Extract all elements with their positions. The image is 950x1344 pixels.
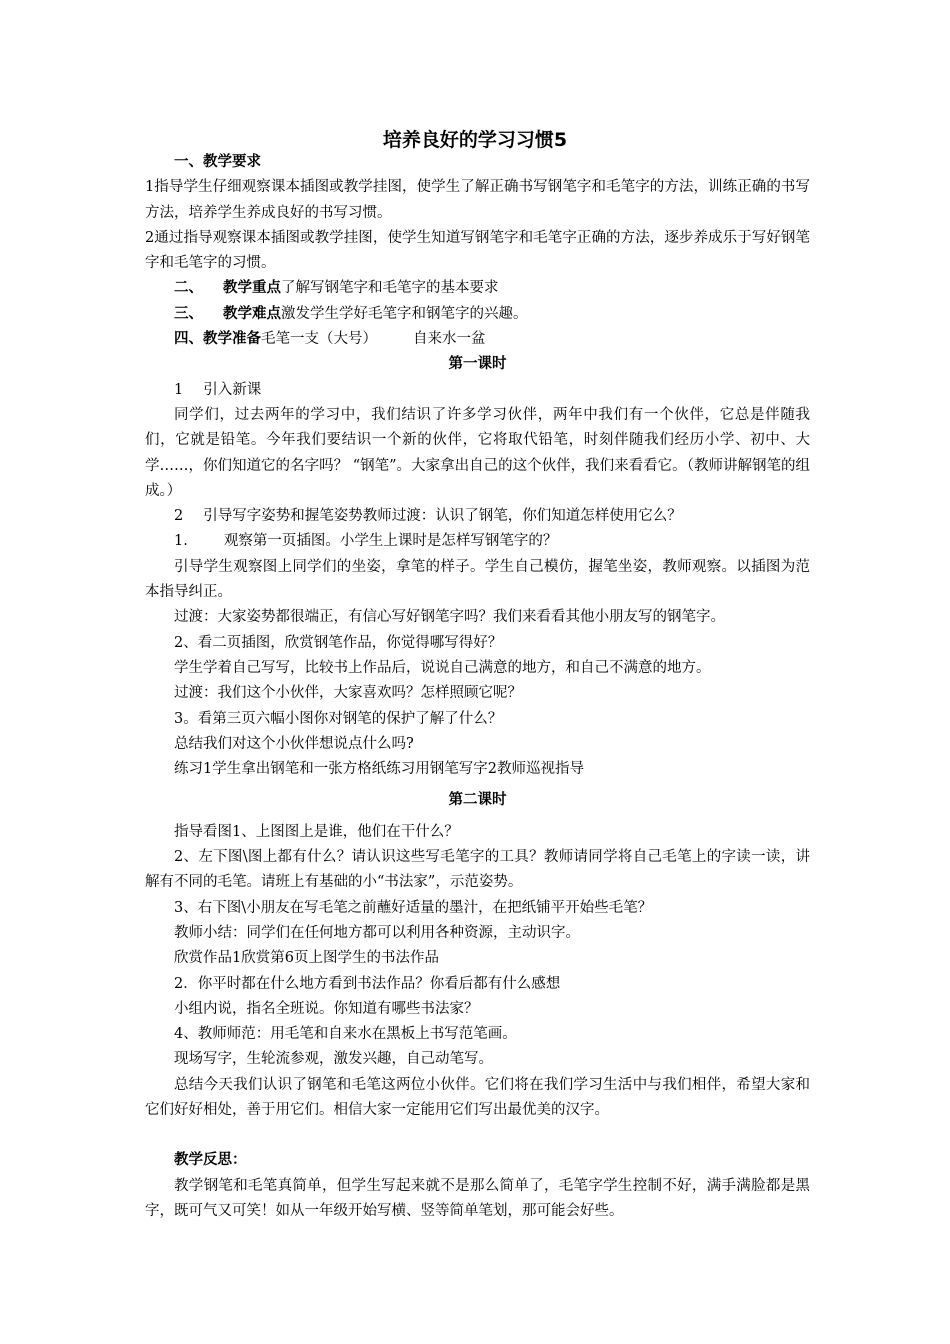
lesson1-paragraph-11: 练习1学生拿出钢笔和一张方格纸练习用钢笔写字2教师巡视指导 (174, 761, 584, 778)
lesson2-paragraph-9: 现场写字，生轮流参观，激发兴趣，自己动笔写。 (174, 1051, 493, 1068)
lesson1-paragraph-4: 引导学生观察图上同学们的坐姿，拿笔的样子。学生自己模仿，握笔坐姿，教师观察。以插图为范本指导纠正。 (145, 558, 810, 601)
requirements-item-1: 1指导学生仔细观察课本插图或教学挂图，使学生了解正确书写钢笔字和毛笔字的方法，训练正确的书写方法，培养学生养成良好的书写习惯。 (145, 179, 810, 221)
lesson1-paragraph-8: 过渡：我们这个小伙伴，大家喜欢吗？怎样照顾它呢？ (174, 685, 522, 702)
lesson2-paragraph-1: 指导看图1、上图图上是谁，他们在干什么？ (174, 823, 459, 840)
preparation-item-1: 毛笔一支（大号） (261, 331, 377, 348)
preparation-item-2: 自来水一盆 (413, 331, 486, 348)
lesson2-paragraph-4: 教师小结：同学们在任何地方都可以利用各种资源，主动识字。 (174, 924, 580, 941)
document-body (145, 150, 810, 1224)
key-point-label: 教学重点 (223, 280, 281, 297)
lesson1-paragraph-5: 过渡：大家姿势都很端正，有信心写好钢笔字吗？我们来看看其他小朋友写的钢笔字。 (174, 609, 725, 626)
document-title: 培养良好的学习习惯5 (382, 129, 568, 151)
lesson1-paragraph-2-text: 引导写字姿势和握笔姿势教师过渡：认识了钢笔，你们知道怎样使用它么？ (203, 508, 682, 525)
lesson1-paragraph-2-number: 2 (174, 508, 184, 525)
lesson1-paragraph-3 (145, 529, 810, 554)
lesson2-paragraph-5: 欣赏作品1欣赏第6页上图学生的书法作品 (174, 950, 439, 967)
key-point-number: 二、 (174, 280, 203, 297)
lesson1-paragraph-2 (145, 504, 810, 529)
lesson1-paragraph-9: 3。看第三页六幅小图你对钢笔的保护了解了什么？ (174, 710, 503, 727)
lesson1-paragraph-7: 学生学着自己写写，比较书上作品后，说说自己满意的地方，和自己不满意的地方。 (174, 659, 711, 676)
lesson2-heading: 第二课时 (448, 792, 507, 809)
reflection-text: 教学钢笔和毛笔真简单，但学生写起来就不是那么简单了，毛笔字学生控制不好，满手满脸都是黑字，既可气又可笑！如从一年级开始写横、竖等简单笔划，那可能会好些。 (145, 1177, 810, 1219)
lesson1-paragraph-10: 总结我们对这个小伙伴想说点什么吗? (174, 735, 414, 752)
lesson1-intro-label: 引入新课 (203, 381, 262, 398)
difficulty-line (145, 302, 810, 327)
lesson1-paragraph-1: 同学们，过去两年的学习中，我们结识了许多学习伙伴，两年中我们有一个伙伴，它总是伴随我们，它就是铅笔。今年我们要结识一个新的伙伴，它将取代铅笔，时刻伴随我们经历小学、初中、大学……，你们知道它的名字吗？ “钢笔”。大家拿出自己的这个伙伴，我们来看看它。（教师讲解钢笔的组成。） (145, 406, 810, 499)
difficulty-number: 三、 (174, 305, 203, 322)
reflection-heading: 教学反思： (174, 1152, 247, 1169)
lesson1-paragraph-3-number: 1. (174, 533, 188, 550)
difficulty-label: 教学难点 (223, 305, 281, 322)
lesson1-paragraph-6: 2、看二页插图，欣赏钢笔作品，你觉得哪写得好？ (174, 634, 503, 651)
lesson2-paragraph-3: 3、右下图\小朋友在写毛笔之前蘸好适量的墨汁，在把纸铺平开始些毛笔？ (174, 899, 653, 916)
requirements-heading: 一、教学要求 (174, 154, 261, 170)
lesson2-paragraph-7: 小组内说，指名全班说。你知道有哪些书法家？ (174, 1000, 479, 1017)
lesson1-heading: 第一课时 (448, 356, 507, 373)
lesson2-paragraph-2: 2、左下图\图上都有什么？请认识这些写毛笔字的工具？教师请同学将自己毛笔上的字读一读，讲解有不同的毛笔。请班上有基础的小“书法家”，示范姿势。 (145, 849, 810, 891)
lesson2-paragraph-8: 4、教师师范：用毛笔和自来水在黑板上书写范笔画。 (174, 1026, 517, 1043)
preparation-line (145, 327, 810, 352)
difficulty-text: 激发学生学好毛笔字和钢笔字的兴趣。 (281, 305, 528, 322)
preparation-label: 四、教学准备 (174, 331, 261, 348)
lesson1-intro (145, 378, 810, 403)
lesson1-paragraph-3-text: 观察第一页插图。小学生上课时是怎样写钢笔字的？ (223, 533, 558, 550)
lesson2-paragraph-10: 总结今天我们认识了钢笔和毛笔这两位小伙伴。它们将在我们学习生活中与我们相伴，希望大家和它们好好相处，善于用它们。相信大家一定能用它们写出最优美的汉字。 (145, 1076, 810, 1118)
key-point-text: 了解写钢笔字和毛笔字的基本要求 (281, 280, 499, 297)
key-point-line (145, 276, 810, 301)
lesson2-paragraph-6: 2．你平时都在什么地方看到书法作品？你看后都有什么感想 (174, 975, 561, 992)
requirements-item-2: 2通过指导观察课本插图或教学挂图，使学生知道写钢笔字和毛笔字正确的方法，逐步养成乐于写好钢笔字和毛笔字的习惯。 (145, 229, 810, 272)
lesson1-intro-number: 1 (174, 381, 184, 398)
